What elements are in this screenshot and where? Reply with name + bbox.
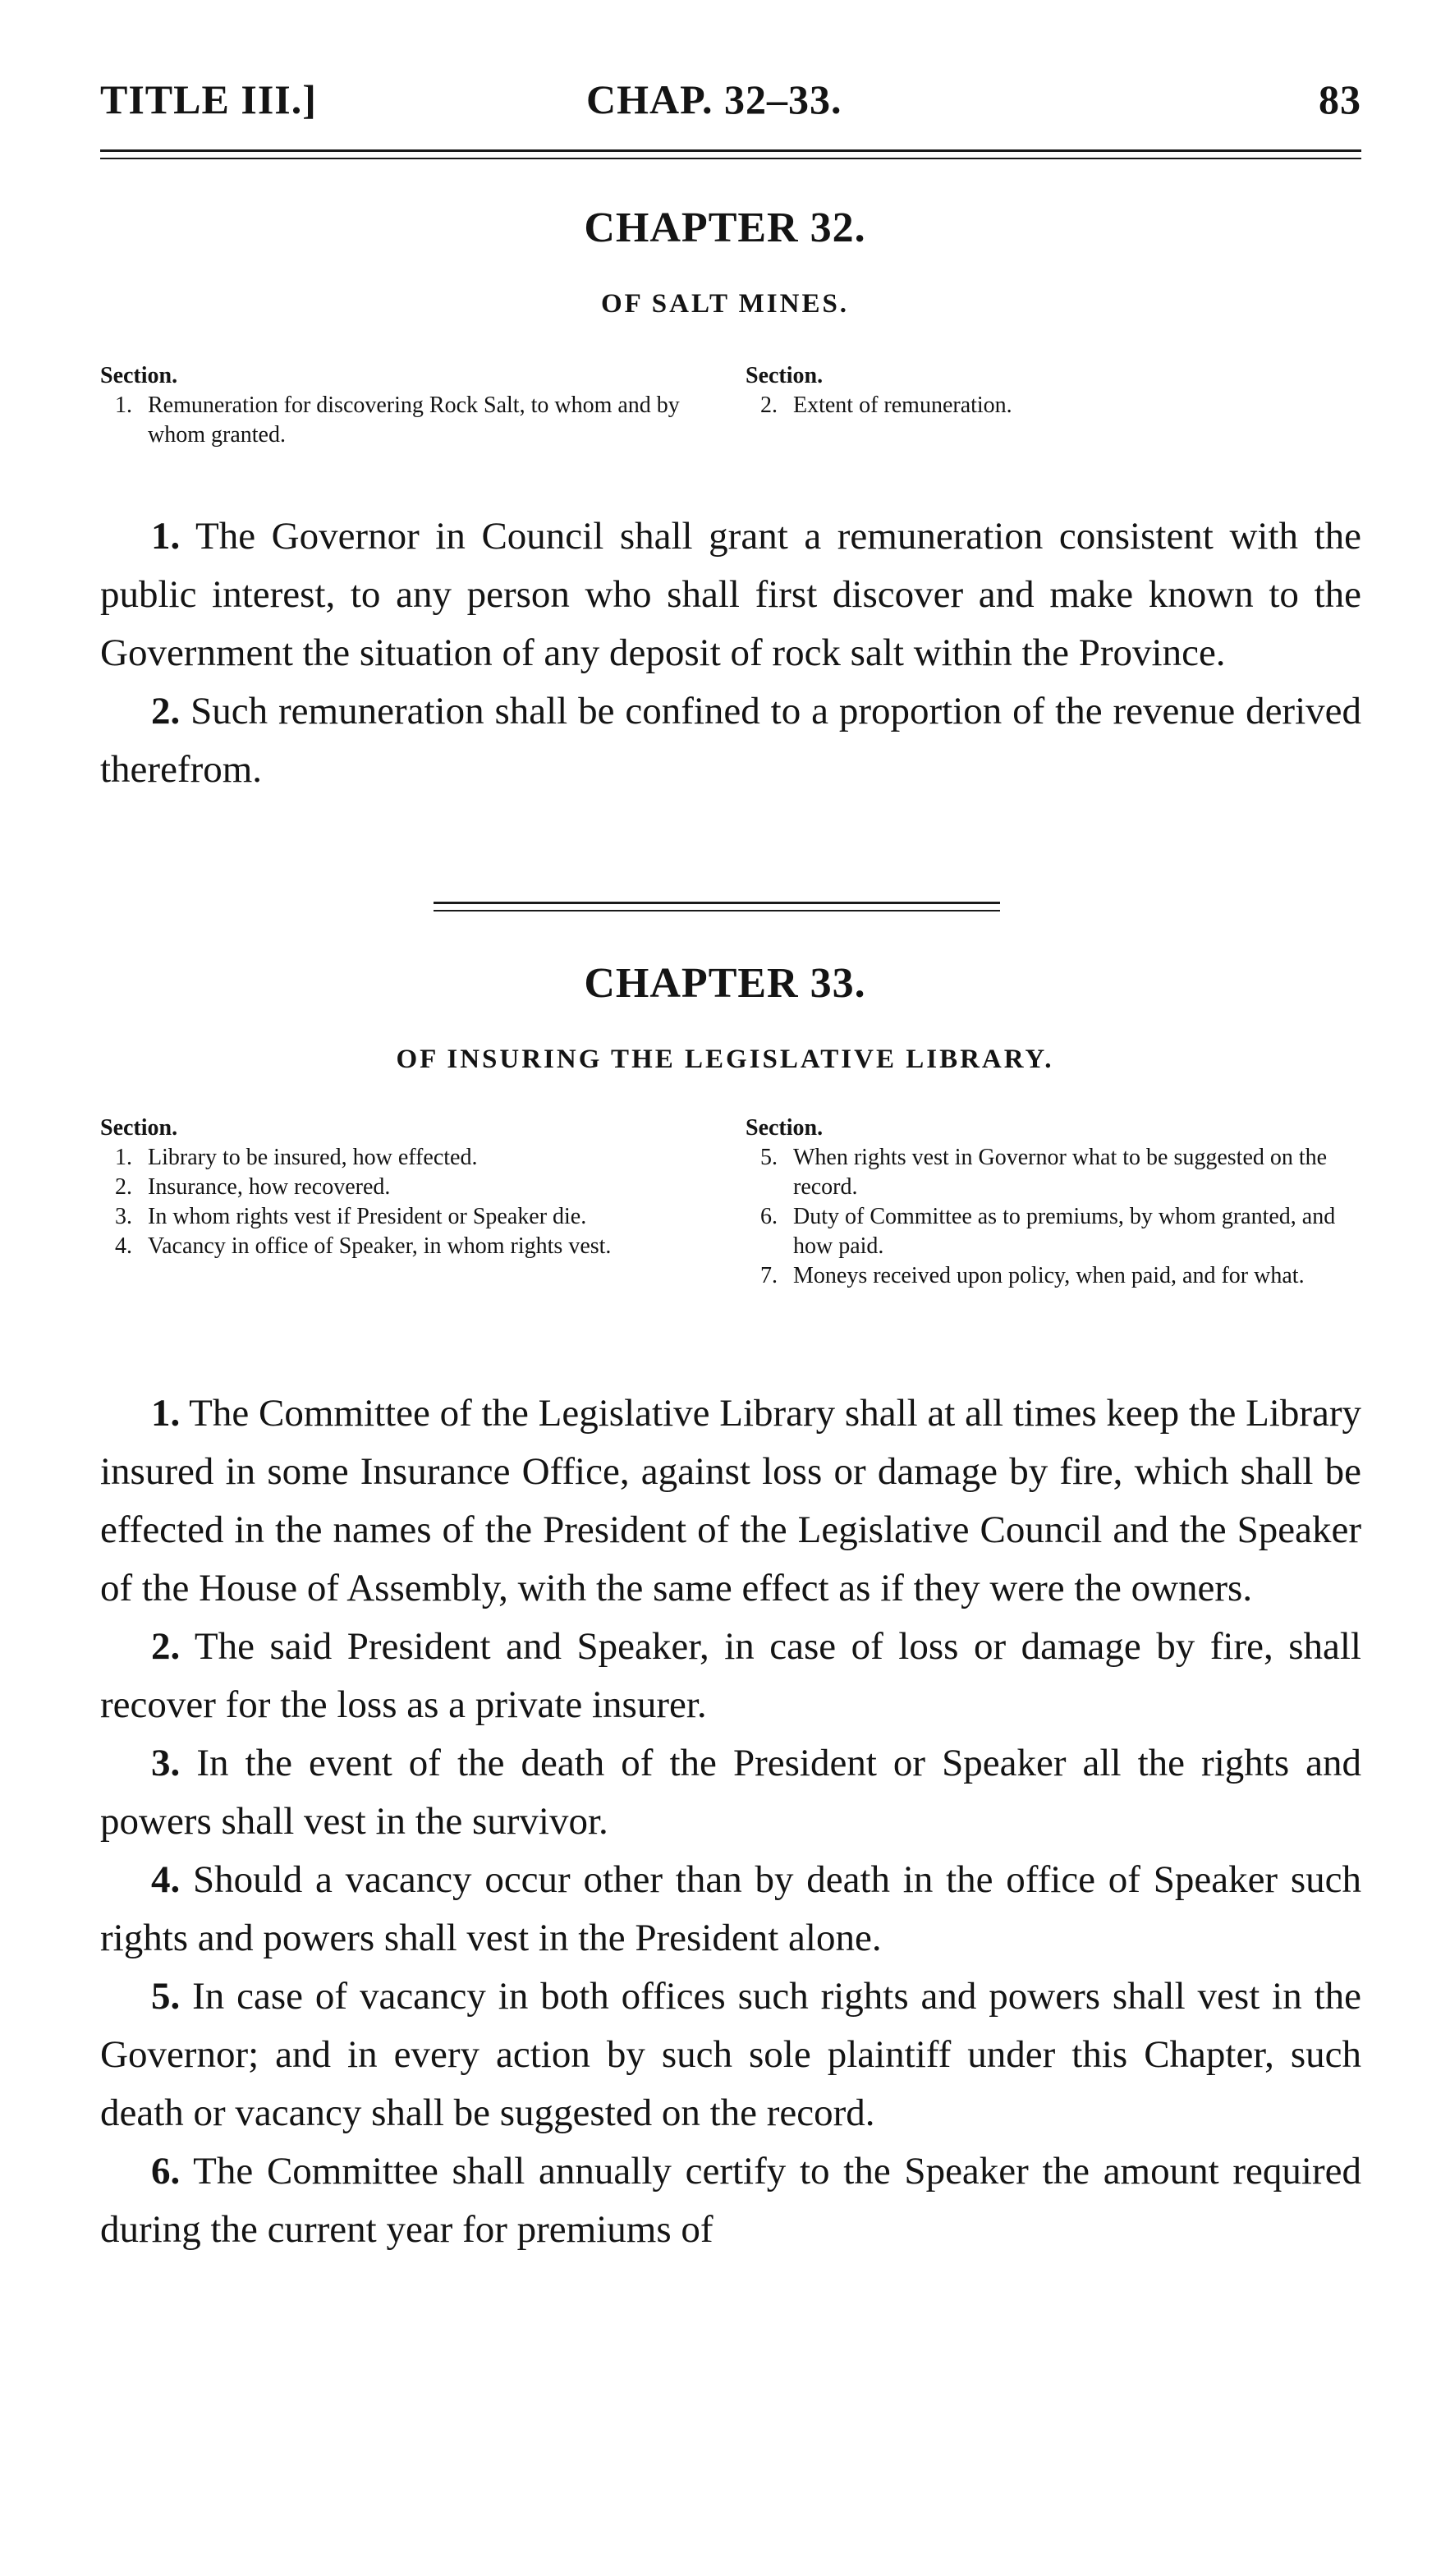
chapter-33-heading: CHAPTER 33.	[584, 960, 866, 1007]
index-entry-text: Remuneration for discovering Rock Salt, to whom and by whom granted.	[148, 393, 680, 448]
index-entry-text: Library to be insured, how effected.	[148, 1145, 478, 1170]
section-paragraph	[100, 507, 1361, 682]
section-text: The Committee shall annually certify to the Speaker the amount required during the current year for premiums of	[100, 2150, 1361, 2251]
chapter-divider	[434, 902, 1000, 904]
index-section-label: Section.	[746, 363, 824, 388]
section-number: 4.	[151, 1858, 181, 1901]
chapter-32-subheading: OF SALT MINES.	[600, 289, 850, 319]
section-number: 2.	[151, 1625, 181, 1668]
chapter-32-heading: CHAPTER 32.	[584, 204, 866, 251]
header-rule-second	[100, 158, 1361, 159]
section-paragraph	[100, 682, 1361, 799]
index-section-label: Section.	[100, 363, 178, 388]
chapter-33-index-right	[746, 1114, 1361, 1291]
section-text: Should a vacancy occur other than by death in the office of Speaker such rights and powers shall vest in the President alone.	[100, 1858, 1361, 1959]
index-entry-text: Vacancy in office of Speaker, in whom rights vest.	[148, 1233, 612, 1259]
section-paragraph	[100, 1618, 1361, 1734]
chapter-33-subheading: OF INSURING THE LEGISLATIVE LIBRARY.	[396, 1045, 1054, 1074]
index-entry-text: When rights vest in Governor what to be suggested on the record.	[793, 1145, 1328, 1200]
index-entry-text: Moneys received upon policy, when paid, and for what.	[793, 1263, 1305, 1288]
index-section-label: Section.	[746, 1115, 824, 1141]
section-text: Such remuneration shall be confined to a proportion of the revenue derived therefrom.	[100, 690, 1362, 791]
index-entry	[746, 1261, 1361, 1291]
index-entry	[100, 391, 724, 450]
section-paragraph	[100, 1384, 1361, 1618]
index-entry-number: 1.	[115, 1145, 132, 1170]
chapter-33-body	[100, 1384, 1361, 2259]
running-header-title: TITLE III.]	[100, 76, 317, 122]
section-number: 2.	[151, 690, 181, 732]
section-text: In case of vacancy in both offices such rights and powers shall vest in the Governor; and in every action by such sole plaintiff under this Chapter, such death or vacancy shall be suggested on the record.	[100, 1975, 1362, 2134]
index-entry-number: 6.	[760, 1204, 778, 1229]
section-number: 5.	[151, 1975, 181, 2018]
index-entry-number: 4.	[115, 1233, 132, 1259]
index-section-label: Section.	[100, 1115, 178, 1141]
section-text: The said President and Speaker, in case of loss or damage by fire, shall recover for the loss as a private insurer.	[100, 1625, 1361, 1726]
running-header	[100, 76, 1361, 128]
section-text: In the event of the death of the President or Speaker all the rights and powers shall vest in the survivor.	[100, 1742, 1362, 1843]
section-text: The Committee of the Legislative Library shall at all times keep the Library insured in some Insurance Office, against loss or damage by fire, which shall be effected in the names of the President of the Legislative Council and the Speaker of the House of Assembly, with the same effect as if they were the owners.	[100, 1392, 1361, 1609]
page-number: 83	[1319, 76, 1361, 122]
index-entry-number: 3.	[115, 1204, 132, 1229]
running-header-chapters: CHAP. 32–33.	[586, 76, 842, 122]
section-paragraph	[100, 1734, 1361, 1851]
index-entry-text: In whom rights vest if President or Speaker die.	[148, 1204, 587, 1229]
index-entry-number: 2.	[760, 393, 778, 418]
index-entry	[746, 391, 1361, 420]
section-number: 1.	[151, 515, 181, 558]
section-text: The Governor in Council shall grant a remuneration consistent with the public interest, to any person who shall first discover and make known to the Government the situation of any deposit of rock salt within the Province.	[100, 515, 1361, 674]
index-entry	[100, 1143, 724, 1173]
chapter-divider-second	[434, 910, 1000, 911]
section-paragraph	[100, 1968, 1361, 2142]
header-rule	[100, 149, 1361, 152]
section-number: 6.	[151, 2150, 181, 2193]
index-entry	[746, 1202, 1361, 1261]
index-entry-number: 7.	[760, 1263, 778, 1288]
index-entry	[746, 1143, 1361, 1202]
chapter-32-index-left	[100, 361, 724, 450]
index-entry-number: 2.	[115, 1174, 132, 1200]
section-paragraph	[100, 1851, 1361, 1968]
index-entry	[100, 1202, 724, 1232]
section-number: 3.	[151, 1742, 181, 1784]
index-entry-text: Extent of remuneration.	[793, 393, 1012, 418]
chapter-32-index-right	[746, 361, 1361, 420]
section-paragraph	[100, 2142, 1361, 2259]
chapter-32-body	[100, 507, 1361, 799]
index-entry-number: 5.	[760, 1145, 778, 1170]
index-entry	[100, 1173, 724, 1202]
index-entry-text: Duty of Committee as to premiums, by whom granted, and how paid.	[793, 1204, 1336, 1259]
index-entry-number: 1.	[115, 393, 132, 418]
section-number: 1.	[151, 1392, 181, 1435]
index-entry	[100, 1232, 724, 1261]
chapter-33-index-left	[100, 1114, 724, 1261]
index-entry-text: Insurance, how recovered.	[148, 1174, 391, 1200]
